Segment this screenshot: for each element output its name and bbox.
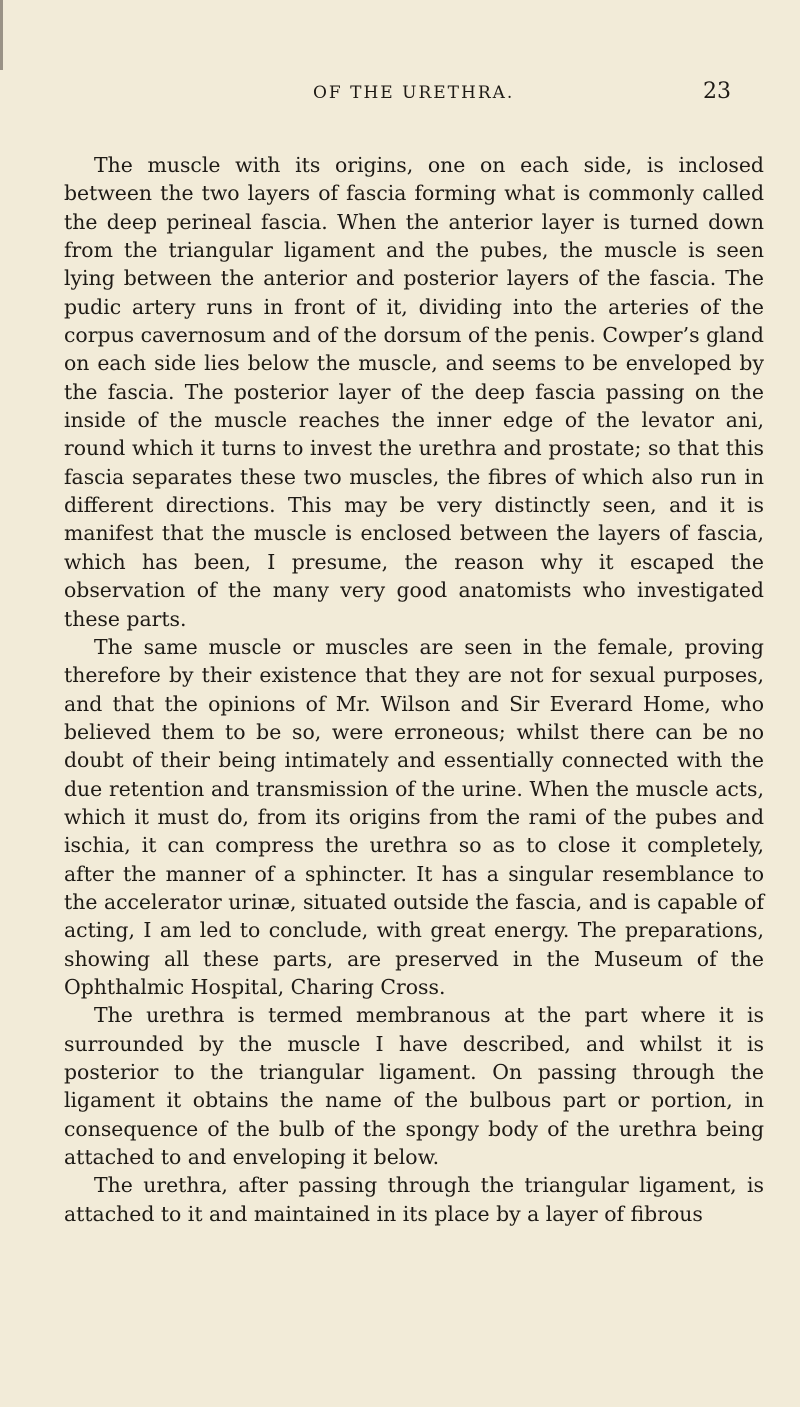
paragraph-1: The muscle with its origins, one on each side, is inclosed between the two layers of fascia forming what is commonly called the deep perineal fascia. When the anterior layer is turned down from the triangular ligament and the pubes, the muscle is seen lying between the anterior and posterior layers of the fascia. The pudic artery runs in front of it, dividing into the arteries of the corpus cavernosum and of the dorsum of the penis. Cowper’s gland on each side lies below the muscle, and seems to be enveloped by the fascia. The posterior layer of the deep fascia passing on the inside of the muscle reaches the inner edge of the levator ani, round which it turns to invest the urethra and prostate; so that this fascia separates these two muscles, the fibres of which also run in different directions. This may be very distinctly seen, and it is manifest that the muscle is enclosed between the layers of fascia, which has been, I presume, the reason why it escaped the observation of the many very good anatomists who investigated these parts. xyxy=(64,153,764,631)
paragraph-4: The urethra, after passing through the triangular ligament, is attached to it and maintained in its place by a layer of fibrous xyxy=(64,1173,764,1226)
paragraph-2: The same muscle or muscles are seen in the female, proving therefore by their existence that they are not for sexual purposes, and that the opinions of Mr. Wilson and Sir Everard Home, who believed them to be so, were erroneous; whilst there can be no doubt of their being intimately and essentially connected with the due retention and transmission of the urine. When the muscle acts, which it must do, from its origins from the rami of the pubes and ischia, it can compress the urethra so as to close it completely, after the manner of a sphincter. It has a singular resemblance to the accelerator urinæ, situated outside the fascia, and is capable of acting, I am led to conclude, with great energy. The preparations, showing all these parts, are preserved in the Museum of the Ophthalmic Hospital, Charing Cross. xyxy=(64,634,764,999)
running-head xyxy=(0,79,800,113)
page-number: 23 xyxy=(703,79,731,104)
body-text xyxy=(64,151,764,1228)
paragraph-3: The urethra is termed membranous at the part where it is surrounded by the muscle I have described, and whilst it is posterior to the triangular ligament. On passing through the ligament it obtains the name of the bulbous part or portion, in consequence of the bulb of the spongy body of the urethra being attached to and enveloping it below. xyxy=(64,1003,764,1170)
running-title: OF THE URETHRA. xyxy=(313,83,515,103)
page-edge xyxy=(0,0,3,70)
